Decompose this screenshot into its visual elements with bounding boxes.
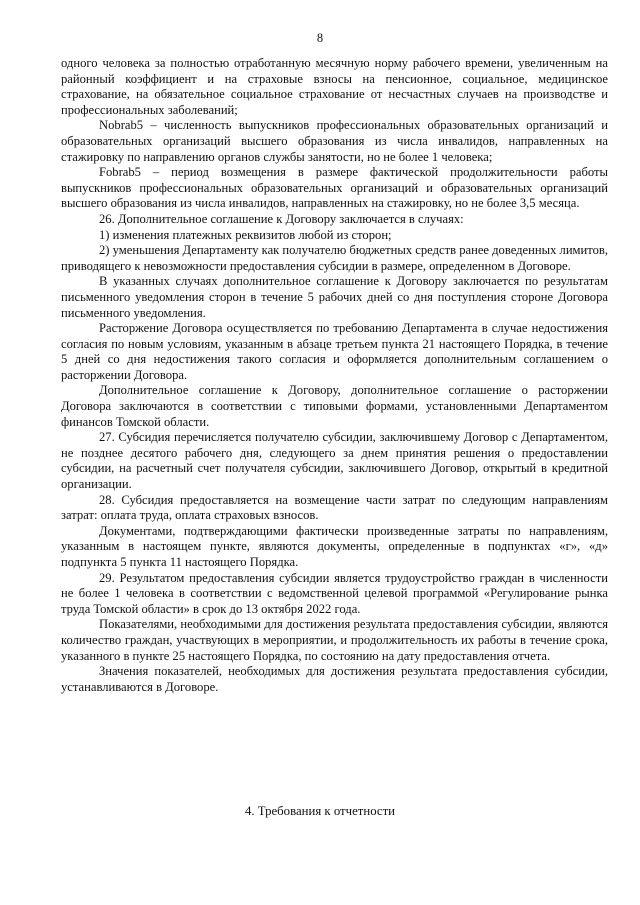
paragraph-p12: 29. Результатом предоставления субсидии является трудоустройство граждан в численности не более 1 человека в соответствии с ведомственной целевой программой «Регулирование рынка труда Томской области» в срок до 13 октября 2022 года. (61, 570, 608, 616)
paragraph-p5: 2) уменьшения Департаменту как получателю бюджетных средств ранее доведенных лимитов, приводящего к невозможности предоставления субсидии в размере, определенном в Договоре. (61, 243, 608, 273)
paragraph-p4: 1) изменения платежных реквизитов любой из сторон; (99, 227, 392, 242)
paragraph-p14: Значения показателей, необходимых для достижения результата предоставления субсидии, устанавливаются в Договоре. (61, 664, 608, 694)
paragraph-p2: Fobrab5 – период возмещения в размере фактической продолжительности работы выпускников профессиональных образовательных организаций и образовательных организаций высшего образования из числа инвалидов, направленных на стажировку, но не более 3,5 месяца. (61, 165, 608, 211)
paragraph-p1: Nobrab5 – численность выпускников профессиональных образовательных организаций и образовательных организаций высшего образования из числа инвалидов, направленных на стажировку по направлению органов службы занятости, но не более 1 человека; (61, 118, 608, 164)
section-heading: 4. Требования к отчетности (244, 804, 396, 818)
paragraph-p9: 27. Субсидия перечисляется получателю субсидии, заключившему Договор с Департаментом, не позднее десятого рабочего дня, следующего за днем принятия решения о предоставлении субсидии, на расчетный счет получателя субсидии, заключившего Договор, открытый в кредитной организации. (61, 430, 608, 492)
paragraph-p7: Расторжение Договора осуществляется по требованию Департамента в случае недостижения согласия по новым условиям, указанным в абзаце третьем пункта 21 настоящего Порядка, в течение 5 дней со дня недостижения такого согласия и оформляется дополнительным соглашением о расторжении Договора. (61, 321, 608, 382)
page-number: 8 (316, 31, 324, 45)
document-body (61, 56, 608, 695)
paragraph-p13: Показателями, необходимыми для достижения результата предоставления субсидии, являются количество граждан, участвующих в мероприятии, и продолжительность их работы в течение срока, указанного в пункте 25 настоящего Порядка, по состоянию на дату предоставления отчета. (61, 617, 608, 663)
paragraph-p10: 28. Субсидия предоставляется на возмещение части затрат по следующим направлениям затрат: оплата труда, оплата страховых взносов. (61, 492, 608, 523)
paragraph-p0: одного человека за полностью отработанную месячную норму рабочего времени, увеличенным на районный коэффициент и на страховые взносы на пенсионное, социальное, медицинское страхование, на обязательное социальное страхование от несчастных случаев на производстве и профессиональных заболеваний; (61, 56, 608, 117)
paragraph-p6: В указанных случаях дополнительное соглашение к Договору заключается по результатам письменного уведомления сторон в течение 5 рабочих дней со дня поступления стороне Договора письменного уведомления. (61, 274, 608, 320)
paragraph-p3: 26. Дополнительное соглашение к Договору заключается в случаях: (99, 211, 464, 226)
paragraph-p11: Документами, подтверждающими фактически произведенные затраты по направлениям, указанным в настоящем пункте, являются документы, определенные в подпунктах «г», «д» подпункта 5 пункта 11 настоящего Порядка. (61, 523, 608, 569)
paragraph-p8: Дополнительное соглашение к Договору, дополнительное соглашение о расторжении Договора заключаются в соответствии с типовыми формами, установленными Департаментом финансов Томской области. (61, 383, 608, 429)
